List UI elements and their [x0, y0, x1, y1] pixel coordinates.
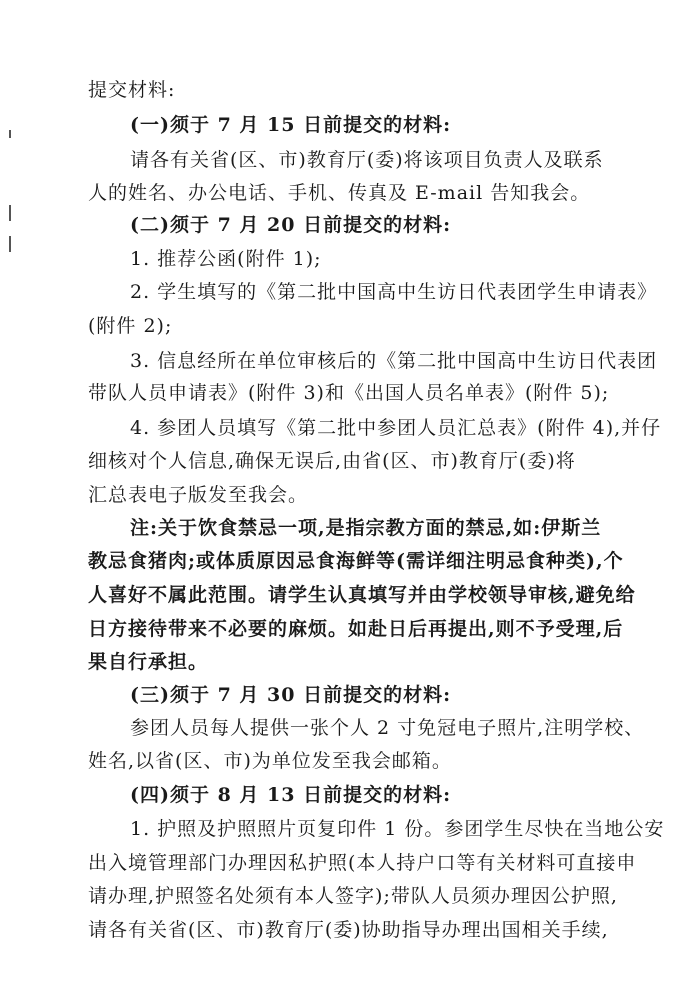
text-line: 细核对个人信息,确保无误后,由省(区、市)教育厅(委)将 — [88, 450, 576, 472]
text-line: (附件 2); — [88, 315, 173, 337]
section-heading-4: (四)须于 8 月 13 日前提交的材料: — [130, 784, 452, 806]
text-line: 1. 护照及护照照片页复印件 1 份。参团学生尽快在当地公安 — [130, 818, 665, 840]
binding-mark — [9, 130, 11, 138]
text-line: 提交材料: — [88, 79, 176, 101]
text-line: 汇总表电子版发至我会。 — [88, 484, 309, 506]
text-line: 3. 信息经所在单位审核后的《第二批中国高中生访日代表团 — [130, 350, 658, 372]
note-line: 人喜好不属此范围。请学生认真填写并由学校领导审核,避免给 — [88, 584, 636, 606]
text-line: 1. 推荐公函(附件 1); — [130, 248, 322, 270]
section-heading-1: (一)须于 7 月 15 日前提交的材料: — [130, 114, 452, 136]
note-line: 注:关于饮食禁忌一项,是指宗教方面的禁忌,如:伊斯兰 — [130, 517, 602, 539]
text-line: 出入境管理部门办理因私护照(本人持户口等有关材料可直接申 — [88, 852, 637, 874]
text-line: 4. 参团人员填写《第二批中参团人员汇总表》(附件 4),并仔 — [130, 417, 662, 439]
note-line: 教忌食猪肉;或体质原因忌食海鲜等(需详细注明忌食种类),个 — [88, 550, 624, 572]
section-heading-2: (二)须于 7 月 20 日前提交的材料: — [130, 214, 452, 236]
note-line: 日方接待带来不必要的麻烦。如赴日后再提出,则不予受理,后 — [88, 618, 624, 640]
text-line: 人的姓名、办公电话、手机、传真及 E-mail 告知我会。 — [88, 182, 591, 204]
binding-mark — [9, 236, 11, 252]
text-line: 姓名,以省(区、市)为单位发至我会邮箱。 — [88, 750, 452, 772]
text-line: 请办理,护照签名处须有本人签字);带队人员须办理因公护照, — [88, 885, 618, 907]
text-line: 带队人员申请表》(附件 3)和《出国人员名单表》(附件 5); — [88, 382, 610, 404]
text-line: 请各有关省(区、市)教育厅(委)将该项目负责人及联系 — [130, 149, 604, 171]
binding-mark — [9, 205, 11, 221]
note-line: 果自行承担。 — [88, 651, 209, 673]
text-line: 请各有关省(区、市)教育厅(委)协助指导办理出国相关手续, — [88, 919, 609, 941]
text-line: 参团人员每人提供一张个人 2 寸免冠电子照片,注明学校、 — [130, 717, 645, 739]
section-heading-3: (三)须于 7 月 30 日前提交的材料: — [130, 684, 452, 706]
text-line: 2. 学生填写的《第二批中国高中生访日代表团学生申请表》 — [130, 281, 658, 303]
